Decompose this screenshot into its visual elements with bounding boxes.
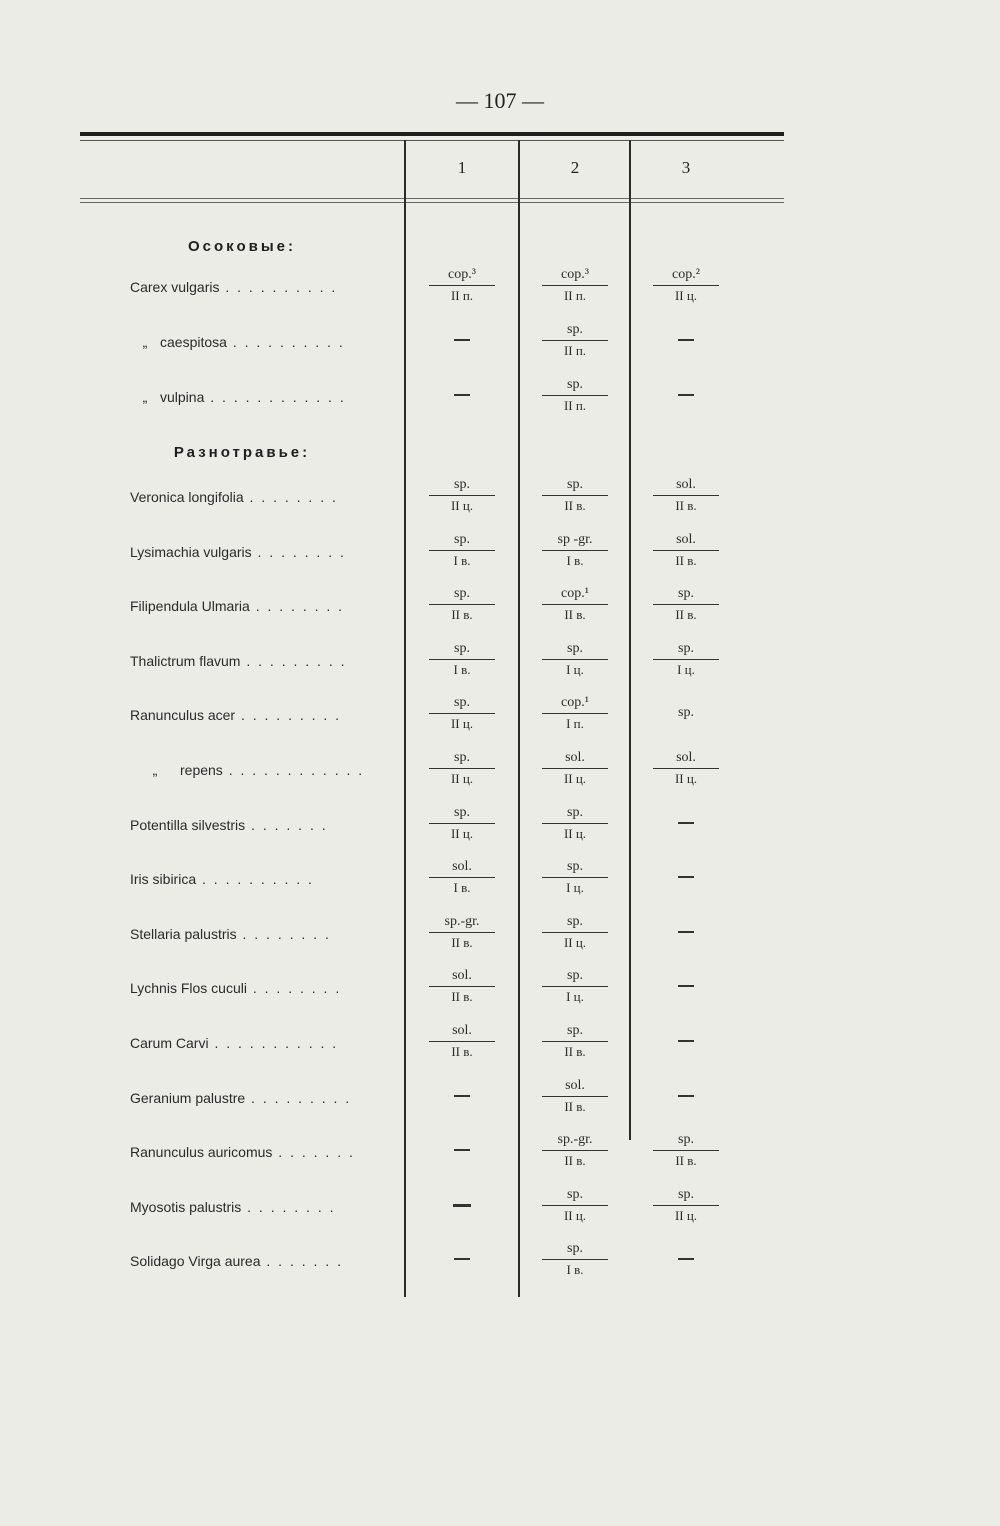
fraction-bar	[542, 495, 608, 496]
species-label: caespitosa	[160, 334, 227, 350]
species-name	[130, 924, 400, 944]
species-name	[130, 277, 400, 297]
leader-dots: . . . . . . . . . . . .	[222, 762, 365, 778]
dash-mark	[678, 822, 694, 824]
ditto-mark: „	[142, 334, 148, 350]
leader-dots: . . . . . . .	[272, 1144, 355, 1161]
abundance-value: sp.	[454, 750, 470, 765]
species-label: Geranium palustre	[130, 1089, 246, 1106]
species-label: Stellaria palustris	[130, 925, 237, 942]
leader-dots: . . . . . . . . .	[235, 707, 342, 724]
abundance-value: sol.	[676, 750, 696, 765]
abundance-cell	[406, 913, 518, 952]
layer-value: I в.	[453, 552, 471, 568]
abundance-cell	[630, 266, 742, 305]
leader-dots: . . . . . . . . .	[245, 1089, 352, 1106]
abundance-value: sp.	[567, 1241, 583, 1257]
layer-value: I в.	[566, 1262, 584, 1278]
abundance-cell	[630, 1186, 742, 1225]
species-label: Ranunculus auricomus	[130, 1144, 273, 1161]
abundance-value: cop.¹	[561, 695, 589, 711]
abundance-value: sp.	[454, 531, 470, 547]
layer-value: I ц.	[677, 661, 695, 677]
abundance-cell	[406, 858, 518, 897]
absent-dash	[630, 321, 742, 359]
abundance-value: sp.	[454, 586, 470, 602]
abundance-value: sp.	[567, 322, 583, 337]
fraction-bar	[542, 1150, 608, 1151]
dash-mark	[678, 931, 694, 933]
abundance-value: sp.	[567, 968, 583, 984]
abundance-value: sp -gr.	[557, 531, 593, 547]
abundance-cell	[519, 694, 631, 733]
dash-mark	[454, 1258, 470, 1260]
abundance-value: sp.	[678, 1186, 694, 1202]
leader-dots: . . . . . . . . . . .	[208, 1035, 339, 1051]
species-label: Iris sibirica	[130, 871, 197, 888]
abundance-value: sp.	[567, 1186, 583, 1202]
fraction-bar	[653, 495, 719, 496]
layer-value: I ц.	[566, 661, 584, 677]
fraction-bar	[429, 768, 495, 769]
abundance-cell	[519, 640, 631, 679]
fraction-bar	[653, 1205, 719, 1206]
abundance-cell	[519, 531, 631, 570]
fraction-bar	[542, 768, 608, 769]
abundance-cell	[519, 321, 631, 360]
dash-mark	[454, 394, 470, 396]
species-label: Filipendula Ulmaria	[130, 598, 250, 615]
abundance-value: sol.	[452, 968, 472, 984]
table-top-rule	[80, 132, 784, 136]
abundance-cell	[519, 913, 631, 952]
species-name	[130, 815, 400, 835]
layer-value: II в.	[564, 607, 586, 623]
leader-dots: . . . . . . .	[260, 1253, 343, 1270]
abundance-cell	[519, 266, 631, 305]
species-name	[130, 978, 400, 998]
abundance-cell	[630, 640, 742, 679]
fraction-bar	[542, 1041, 608, 1042]
abundance-value: sol.	[452, 859, 472, 875]
species-name	[130, 1197, 400, 1217]
section-heading: Осоковые:	[187, 238, 296, 255]
abundance-value: cop.³	[448, 267, 476, 282]
header-bottom-rule-2	[80, 202, 784, 203]
species-label: Carum Carvi	[130, 1035, 209, 1051]
abundance-cell	[519, 1022, 631, 1061]
abundance-value: sp.	[567, 859, 583, 875]
leader-dots: . . . . . . . .	[249, 598, 345, 615]
layer-value: II ц.	[674, 771, 698, 786]
dash-mark	[678, 1040, 694, 1042]
page-number: — 107 —	[456, 88, 544, 113]
species-label: Lysimachia vulgaris	[130, 543, 252, 560]
absent-dash	[630, 913, 742, 951]
abundance-cell	[630, 585, 742, 624]
abundance-value: sp.-gr.	[444, 913, 480, 929]
fraction-bar	[429, 932, 495, 933]
dash-mark	[678, 985, 694, 987]
fraction-bar	[429, 495, 495, 496]
layer-value: I ц.	[566, 880, 584, 896]
abundance-value: sol.	[676, 477, 696, 492]
abundance-value: sp.	[454, 640, 470, 656]
absent-dash	[406, 1131, 518, 1169]
abundance-value: cop.³	[561, 267, 589, 282]
abundance-cell	[406, 1022, 518, 1061]
abundance-value: sol.	[565, 750, 585, 765]
absent-dash	[406, 321, 518, 359]
layer-value: II в.	[451, 989, 473, 1005]
layer-value: I п.	[566, 716, 584, 732]
dash-mark	[678, 1258, 694, 1260]
layer-value: II в.	[564, 1153, 586, 1169]
species-label: Myosotis palustris	[130, 1198, 242, 1215]
abundance-cell	[519, 1077, 631, 1116]
dash-mark	[453, 1204, 471, 1207]
abundance-cell	[519, 1131, 631, 1170]
absent-dash	[630, 1022, 742, 1060]
species-name	[130, 1251, 400, 1271]
species-name	[130, 387, 400, 407]
absent-dash	[406, 1077, 518, 1115]
abundance-value: sp.	[454, 804, 470, 820]
fraction-bar	[542, 395, 608, 396]
absent-dash	[630, 376, 742, 414]
header-bottom-rule	[80, 198, 784, 199]
species-label: Veronica longifolia	[130, 489, 244, 505]
fraction-bar	[542, 986, 608, 987]
species-label: Solidago Virga aurea	[130, 1253, 261, 1270]
abundance-value: sp.	[567, 913, 583, 929]
leader-dots: . . . . . . . .	[246, 980, 342, 997]
leader-dots: . . . . . . . . . .	[226, 334, 345, 350]
layer-value: II в.	[564, 1044, 586, 1059]
layer-value: II в.	[675, 552, 697, 568]
abundance-cell	[406, 694, 518, 733]
dash-mark	[678, 876, 694, 878]
fraction-bar	[542, 285, 608, 286]
fraction-bar	[429, 1041, 495, 1042]
fraction-bar	[653, 659, 719, 660]
layer-value: II ц.	[450, 716, 474, 732]
leader-dots: . . . . . . . .	[241, 1198, 336, 1215]
leader-dots: . . . . . . . . . .	[196, 871, 314, 888]
abundance-value: sp.	[678, 705, 694, 721]
species-name	[130, 596, 400, 616]
abundance-cell	[519, 585, 631, 624]
abundance-cell	[630, 704, 742, 725]
layer-value: I ц.	[566, 989, 584, 1005]
absent-dash	[630, 967, 742, 1005]
abundance-value: cop.²	[672, 267, 700, 282]
abundance-value: sol.	[452, 1023, 472, 1038]
species-name	[130, 651, 400, 671]
fraction-bar	[542, 1205, 608, 1206]
absent-dash	[630, 858, 742, 896]
fraction-bar	[542, 550, 608, 551]
fraction-bar	[542, 932, 608, 933]
abundance-cell	[406, 476, 518, 515]
fraction-bar	[653, 550, 719, 551]
fraction-bar	[542, 1259, 608, 1260]
abundance-cell	[406, 585, 518, 624]
abundance-cell	[519, 804, 631, 843]
layer-value: II ц.	[563, 1207, 587, 1223]
abundance-cell	[406, 640, 518, 679]
abundance-value: cop.¹	[561, 586, 589, 602]
dash-mark	[678, 394, 694, 396]
dash-mark	[678, 339, 694, 341]
table-top-thin-rule	[80, 140, 784, 141]
fraction-bar	[542, 823, 608, 824]
dash-mark	[454, 1149, 470, 1151]
fraction-bar	[429, 285, 495, 286]
abundance-value: sp.	[567, 640, 583, 656]
abundance-cell	[519, 1240, 631, 1279]
abundance-cell	[630, 749, 742, 788]
layer-value: I в.	[453, 880, 471, 896]
column-header-1: 1	[457, 158, 467, 177]
layer-value: II п.	[450, 288, 474, 303]
ditto-mark: „	[152, 762, 158, 778]
absent-dash	[406, 1240, 518, 1278]
abundance-value: sp.	[454, 477, 470, 492]
fraction-bar	[542, 1096, 608, 1097]
abundance-cell	[406, 967, 518, 1006]
fraction-bar	[542, 659, 608, 660]
abundance-value: sp.	[678, 586, 694, 602]
fraction-bar	[653, 768, 719, 769]
abundance-cell	[630, 476, 742, 515]
layer-value: II в.	[675, 1153, 697, 1169]
layer-value: II ц.	[450, 825, 474, 841]
abundance-value: sp.-gr.	[557, 1132, 593, 1148]
leader-dots: . . . . . . . . . .	[219, 279, 338, 295]
abundance-cell	[519, 376, 631, 415]
ditto-mark: „	[142, 389, 148, 405]
abundance-value: sp.	[567, 377, 583, 392]
leader-dots: . . . . . . . .	[236, 925, 331, 942]
leader-dots: . . . . . . . .	[243, 489, 338, 505]
species-name	[130, 487, 400, 507]
dash-mark	[678, 1095, 694, 1097]
abundance-cell	[630, 531, 742, 570]
layer-value: II в.	[675, 498, 697, 513]
abundance-value: sp.	[678, 1132, 694, 1148]
absent-dash	[630, 804, 742, 842]
fraction-bar	[429, 550, 495, 551]
abundance-cell	[519, 749, 631, 788]
layer-value: II ц.	[450, 771, 474, 786]
species-name	[130, 869, 400, 889]
abundance-cell	[406, 749, 518, 788]
abundance-value: sol.	[565, 1077, 585, 1093]
fraction-bar	[542, 604, 608, 605]
species-name	[130, 332, 400, 352]
species-label: Carex vulgaris	[130, 279, 220, 295]
leader-dots: . . . . . . . . .	[240, 652, 347, 669]
layer-value: II в.	[451, 607, 473, 623]
column-header-2: 2	[570, 158, 580, 177]
layer-value: II ц.	[563, 771, 587, 786]
layer-value: I в.	[566, 552, 584, 568]
fraction-bar	[429, 877, 495, 878]
species-label: Thalictrum flavum	[130, 652, 241, 669]
fraction-bar	[542, 340, 608, 341]
fraction-bar	[653, 604, 719, 605]
fraction-bar	[429, 604, 495, 605]
layer-value: II п.	[563, 343, 587, 358]
fraction-bar	[542, 877, 608, 878]
species-label: Lychnis Flos cuculi	[130, 980, 247, 997]
vegetation-table	[80, 132, 784, 1297]
abundance-value: sp.	[567, 804, 583, 820]
species-label: repens	[180, 762, 223, 778]
leader-dots: . . . . . . . .	[251, 543, 346, 560]
layer-value: I в.	[453, 661, 471, 677]
abundance-cell	[630, 1131, 742, 1170]
species-name	[130, 705, 400, 725]
layer-value: II ц.	[563, 825, 587, 841]
layer-value: II ц.	[450, 498, 474, 513]
leader-dots: . . . . . . .	[245, 816, 328, 833]
dash-mark	[454, 339, 470, 341]
column-header-3: 3	[681, 158, 691, 177]
dash-mark	[454, 1095, 470, 1097]
fraction-bar	[429, 659, 495, 660]
layer-value: II в.	[564, 1098, 586, 1114]
abundance-value: sp.	[567, 1023, 583, 1038]
fraction-bar	[429, 713, 495, 714]
layer-value: II ц.	[563, 934, 587, 950]
layer-value: II в.	[451, 1044, 473, 1059]
abundance-cell	[519, 476, 631, 515]
layer-value: II ц.	[674, 288, 698, 303]
species-name	[130, 542, 400, 562]
species-name	[130, 1088, 400, 1108]
abundance-cell	[406, 266, 518, 305]
layer-value: II в.	[564, 498, 586, 513]
fraction-bar	[429, 823, 495, 824]
abundance-cell	[406, 804, 518, 843]
species-name	[130, 760, 400, 780]
abundance-cell	[519, 967, 631, 1006]
species-label: vulpina	[160, 389, 205, 405]
layer-value: II п.	[563, 288, 587, 303]
abundance-cell	[406, 531, 518, 570]
fraction-bar	[653, 1150, 719, 1151]
abundance-cell	[519, 1186, 631, 1225]
abundance-cell	[519, 858, 631, 897]
fraction-bar	[429, 986, 495, 987]
abundance-value: sp.	[454, 695, 470, 711]
abundance-value: sp.	[567, 477, 583, 492]
layer-value: II п.	[563, 398, 587, 413]
absent-dash	[630, 1077, 742, 1115]
abundance-value: sp.	[678, 640, 694, 656]
species-name	[130, 1033, 400, 1053]
layer-value: II в.	[451, 934, 473, 950]
layer-value: II в.	[675, 607, 697, 623]
fraction-bar	[653, 285, 719, 286]
species-label: Potentilla silvestris	[130, 816, 246, 833]
section-heading: Разнотравье:	[173, 444, 311, 461]
species-label: Ranunculus acer	[130, 707, 236, 724]
abundance-value: sol.	[676, 531, 696, 547]
leader-dots: . . . . . . . . . . . .	[204, 389, 346, 405]
fraction-bar	[542, 713, 608, 714]
layer-value: II ц.	[674, 1207, 698, 1223]
species-name	[130, 1142, 400, 1162]
absent-dash	[630, 1240, 742, 1278]
absent-dash	[406, 376, 518, 414]
absent-dash	[406, 1186, 518, 1224]
